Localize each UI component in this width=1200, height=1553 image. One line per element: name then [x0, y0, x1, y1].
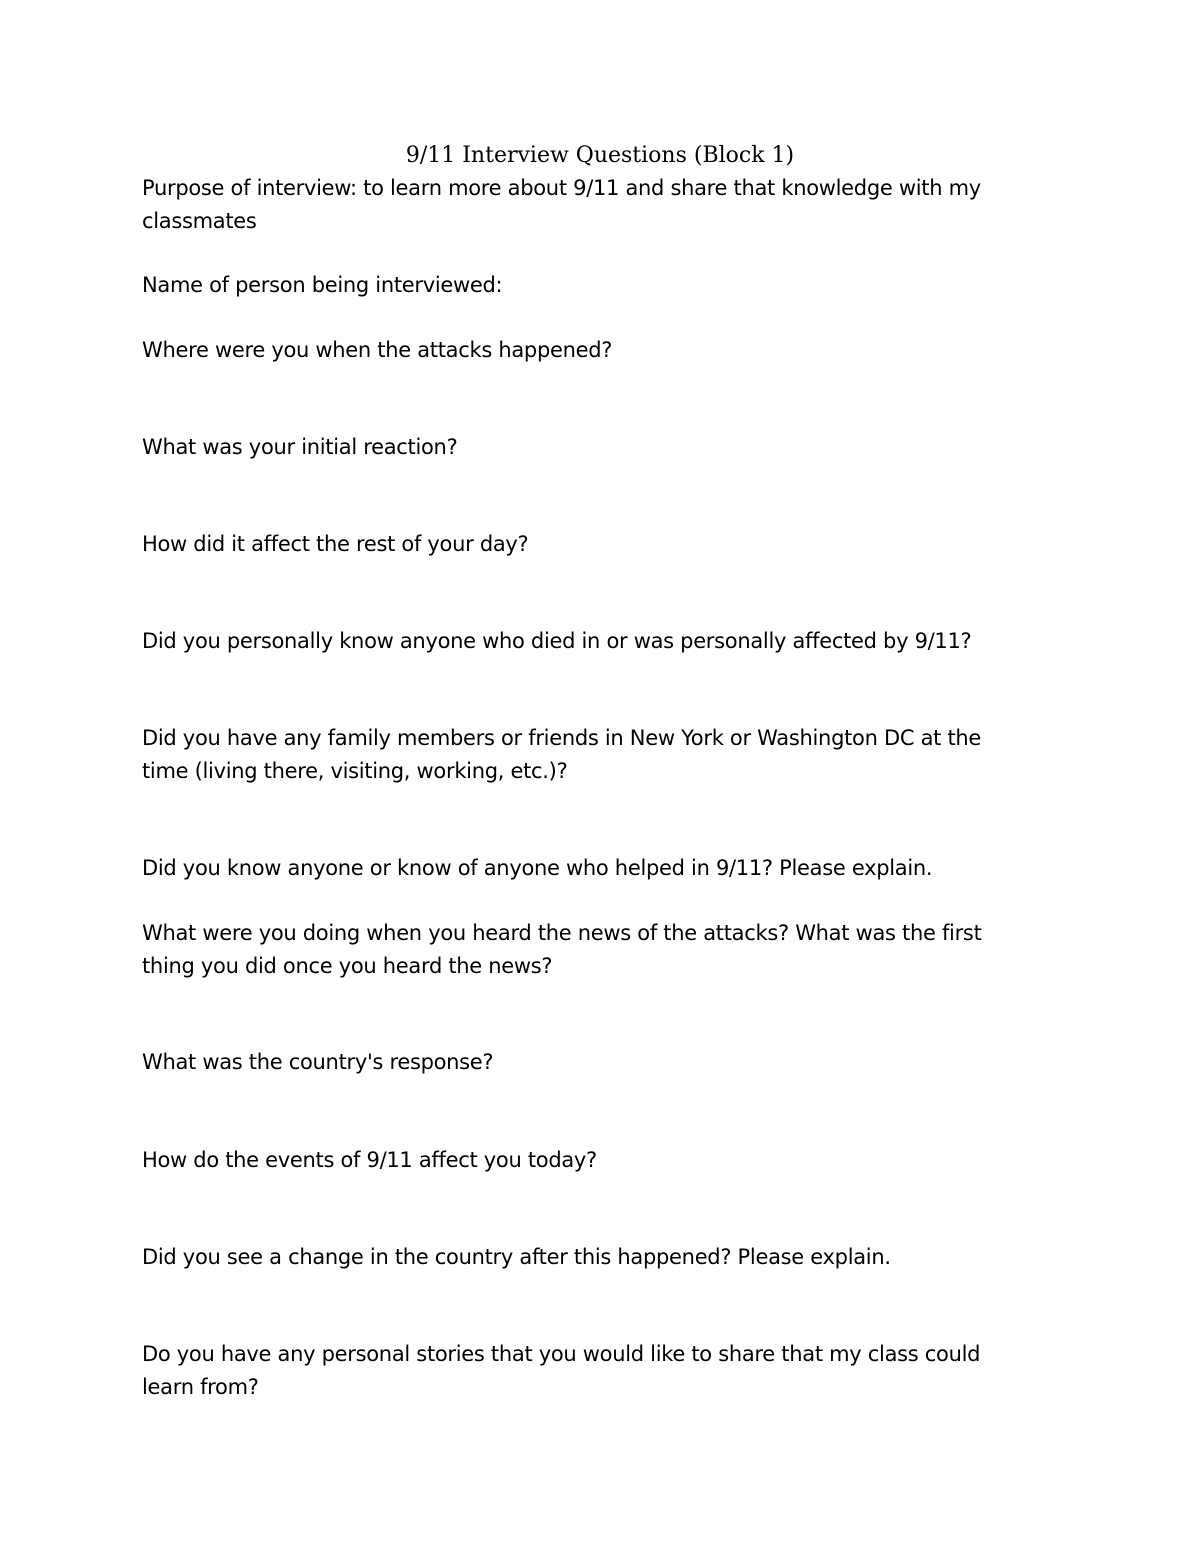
question-family-line-1: Did you have any family members or friends in New York or Washington DC at the [142, 726, 982, 750]
purpose-line-1: Purpose of interview: to learn more about 9/11 and share that knowledge with my [142, 176, 981, 200]
question-doing-line-2: thing you did once you heard the news? [142, 954, 553, 978]
purpose-line-2: classmates [142, 209, 257, 233]
question-country-response: What was the country's response? [142, 1050, 494, 1074]
question-change: Did you see a change in the country after this happened? Please explain. [142, 1245, 891, 1269]
document-title: 9/11 Interview Questions (Block 1) [405, 143, 795, 168]
name-label: Name of person being interviewed: [142, 273, 503, 297]
question-affect-today: How do the events of 9/11 affect you today? [142, 1148, 597, 1172]
question-stories-line-2: learn from? [142, 1375, 259, 1399]
question-reaction: What was your initial reaction? [142, 435, 458, 459]
question-family-line-2: time (living there, visiting, working, etc.)? [142, 759, 568, 783]
question-rest-of-day: How did it affect the rest of your day? [142, 532, 529, 556]
question-doing-line-1: What were you doing when you heard the news of the attacks? What was the first [142, 921, 982, 945]
question-stories-line-1: Do you have any personal stories that you would like to share that my class could [142, 1342, 981, 1366]
question-helped: Did you know anyone or know of anyone who helped in 9/11? Please explain. [142, 856, 933, 880]
question-where: Where were you when the attacks happened? [142, 338, 613, 362]
question-know-anyone: Did you personally know anyone who died in or was personally affected by 9/11? [142, 629, 972, 653]
